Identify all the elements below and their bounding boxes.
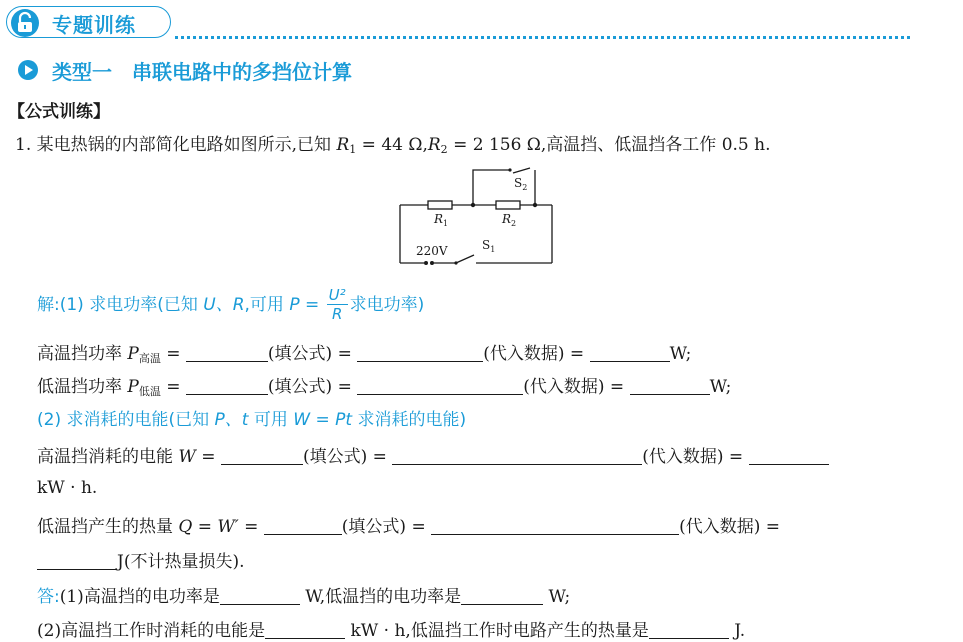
heat-result-line: J(不计热量损失). xyxy=(37,547,244,572)
circuit-diagram xyxy=(390,165,560,270)
blank-data[interactable] xyxy=(392,447,642,465)
blank-result[interactable] xyxy=(749,447,829,465)
blank-result[interactable] xyxy=(630,377,710,395)
svg-text:220V: 220V xyxy=(416,244,448,258)
blank-result[interactable] xyxy=(37,552,117,570)
power-fraction: $\frac{\text{U²}}{R}$ xyxy=(328,286,346,323)
blank-data[interactable] xyxy=(431,517,679,535)
blank-formula[interactable] xyxy=(186,344,268,362)
blank-answer[interactable] xyxy=(649,621,729,639)
blank-answer[interactable] xyxy=(461,587,543,605)
blank-result[interactable] xyxy=(590,344,670,362)
blank-data[interactable] xyxy=(357,377,523,395)
answer-line-1: 答:(1)高温挡的电功率是 W,低温挡的电功率是 W; xyxy=(37,587,571,607)
energy-unit: kW · h. xyxy=(37,478,98,498)
problem-statement: 1. 某电热锅的内部简化电路如图所示,已知 $R_1 = 44$ $\Omega,R_2 = 2$ 156 Ω,高温挡、低温挡各工作 0.5 h. xyxy=(15,135,771,156)
formula-heading: 【公式训练】 xyxy=(8,102,110,122)
switch-s1 xyxy=(456,255,474,263)
blank-data[interactable] xyxy=(357,344,483,362)
switch-s2 xyxy=(513,168,530,173)
solution-part1-heading: 解:(1) 求电功率(已知 U、R,可用 P = $\frac{\text{U²}}{R}$ 求电功率) xyxy=(37,286,425,323)
blank-answer[interactable] xyxy=(265,621,345,639)
svg-text:S2: $S_2$ xyxy=(514,176,528,192)
answer-line-2: (2)高温挡工作时消耗的电能是 kW · h,低温挡工作时电路产生的热量是 J. xyxy=(37,621,746,641)
blank-formula[interactable] xyxy=(186,377,268,395)
blank-answer[interactable] xyxy=(220,587,300,605)
resistor-r2 xyxy=(496,201,520,209)
heat-line: 低温挡产生的热量 Q = W′ = (填公式) = (代入数据) = xyxy=(37,517,781,537)
svg-text:S1: $S_1$ xyxy=(482,238,496,254)
energy-line: 高温挡消耗的电能 W = (填公式) = (代入数据) = xyxy=(37,442,829,467)
play-circle-icon xyxy=(17,59,39,81)
header-dotted-rule xyxy=(175,36,910,39)
answer-label: 答: xyxy=(37,587,60,607)
blank-formula[interactable] xyxy=(264,517,342,535)
low-power-line: 低温挡功率 $P_{低温}$ = (填公式) = (代入数据) = W; xyxy=(37,377,732,398)
unlock-icon xyxy=(10,8,40,38)
blank-formula[interactable] xyxy=(221,447,303,465)
svg-text:R1: $R_1$ xyxy=(434,212,449,228)
high-power-line: 高温挡功率 $P_{高温}$ = (填公式) = (代入数据) = W; xyxy=(37,344,692,365)
resistor-r1 xyxy=(428,201,452,209)
header-title: 专题训练 xyxy=(52,13,136,37)
section-title: 类型一 串联电路中的多挡位计算 xyxy=(52,60,352,84)
solution-part2-heading: (2) 求消耗的电能(已知 P、t 可用 W = Pt 求消耗的电能) xyxy=(37,410,467,430)
svg-text:R2: $R_2$ xyxy=(502,212,517,228)
